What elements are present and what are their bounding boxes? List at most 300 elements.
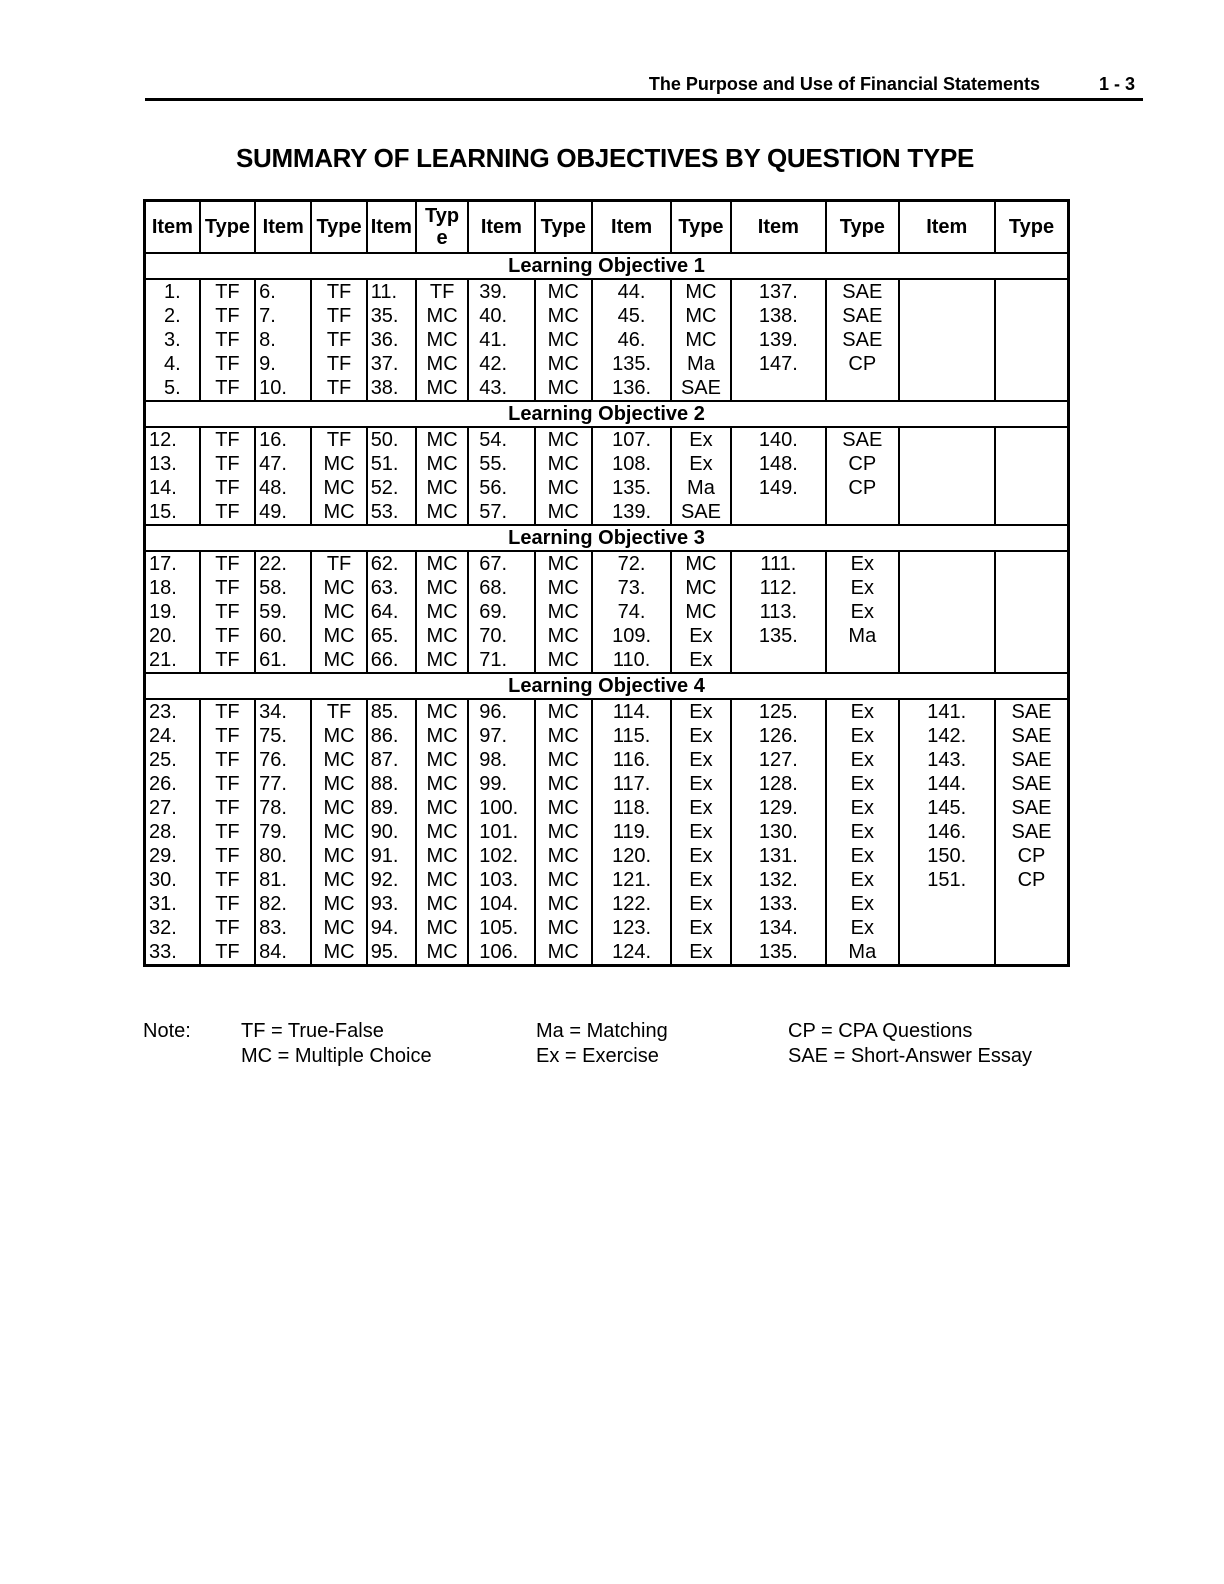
table-cell: 56. — [468, 476, 534, 500]
table-cell: 64. — [367, 600, 416, 624]
note-tf: TF = True-False — [241, 1020, 384, 1042]
table-cell: SAE — [826, 279, 898, 304]
table-cell: 84. — [255, 940, 311, 966]
table-cell — [995, 376, 1068, 401]
column-header: Type — [671, 201, 730, 254]
table-cell: MC — [416, 844, 468, 868]
table-cell: MC — [416, 376, 468, 401]
table-cell: TF — [200, 796, 255, 820]
table-cell: TF — [200, 748, 255, 772]
table-cell: 89. — [367, 796, 416, 820]
table-cell: 60. — [255, 624, 311, 648]
table-cell: 133. — [731, 892, 827, 916]
table-cell: Ex — [826, 796, 898, 820]
table-cell: 51. — [367, 452, 416, 476]
table-cell: 141. — [899, 699, 996, 724]
table-cell: 77. — [255, 772, 311, 796]
table-cell: Ex — [671, 648, 730, 673]
table-cell: TF — [311, 376, 366, 401]
table-cell: 107. — [592, 427, 671, 452]
table-cell: MC — [535, 500, 592, 525]
table-cell: MC — [416, 476, 468, 500]
table-header-row — [145, 201, 1069, 254]
column-header: Item — [367, 201, 416, 254]
table-cell: Ex — [826, 844, 898, 868]
table-cell: 9. — [255, 352, 311, 376]
table-cell — [899, 476, 996, 500]
table-cell: MC — [311, 476, 366, 500]
table-cell: 111. — [731, 551, 827, 576]
table-cell: 5. — [164, 377, 181, 399]
table-row — [145, 600, 1069, 624]
table-cell: 115. — [592, 724, 671, 748]
table-cell: Ma — [826, 624, 898, 648]
table-cell: 19. — [149, 601, 177, 623]
table-row — [145, 376, 1069, 401]
table-row — [145, 427, 1069, 452]
table-row — [145, 476, 1069, 500]
table-cell — [995, 600, 1068, 624]
table-cell: 117. — [592, 772, 671, 796]
table-cell: MC — [416, 500, 468, 525]
table-cell — [995, 476, 1068, 500]
table-cell: 136. — [592, 376, 671, 401]
table-cell: 120. — [592, 844, 671, 868]
table-cell — [995, 892, 1068, 916]
table-cell: Ex — [826, 748, 898, 772]
table-cell — [731, 648, 827, 673]
table-cell: Ex — [671, 452, 730, 476]
table-cell: SAE — [995, 820, 1068, 844]
table-cell: 132. — [731, 868, 827, 892]
table-cell: 93. — [367, 892, 416, 916]
table-row — [145, 796, 1069, 820]
table-cell: MC — [416, 940, 468, 966]
table-cell: MC — [416, 820, 468, 844]
table-cell: MC — [311, 452, 366, 476]
table-cell: MC — [416, 648, 468, 673]
table-cell: MC — [535, 699, 592, 724]
table-cell: Ex — [826, 820, 898, 844]
page-number: 1 - 3 — [1098, 74, 1135, 94]
table-cell: MC — [416, 328, 468, 352]
table-cell: MC — [671, 576, 730, 600]
table-cell: 39. — [468, 279, 534, 304]
summary-table — [143, 199, 1070, 967]
table-cell: 45. — [592, 304, 671, 328]
table-cell: 96. — [468, 699, 534, 724]
table-cell: Ex — [826, 892, 898, 916]
table-cell: 6. — [255, 279, 311, 304]
table-cell — [995, 500, 1068, 525]
table-cell: 31. — [149, 893, 177, 915]
table-cell: 34. — [255, 699, 311, 724]
table-cell: 29. — [149, 845, 177, 867]
table-row — [145, 551, 1069, 576]
table-cell — [899, 940, 996, 966]
table-cell: TF — [200, 279, 255, 304]
table-cell: MC — [416, 600, 468, 624]
table-row — [145, 452, 1069, 476]
table-cell — [899, 600, 996, 624]
table-row — [145, 576, 1069, 600]
table-cell — [899, 624, 996, 648]
table-cell: CP — [826, 352, 898, 376]
table-cell: 147. — [731, 352, 827, 376]
table-cell: TF — [416, 279, 468, 304]
table-cell — [826, 500, 898, 525]
table-cell: 18. — [149, 577, 177, 599]
table-cell: 129. — [731, 796, 827, 820]
table-cell: 142. — [899, 724, 996, 748]
column-header: Type — [826, 201, 898, 254]
table-cell: MC — [416, 772, 468, 796]
table-cell — [899, 376, 996, 401]
table-cell: Ex — [826, 916, 898, 940]
table-row — [145, 820, 1069, 844]
table-cell: MC — [535, 892, 592, 916]
table-cell: 91. — [367, 844, 416, 868]
table-cell: Ex — [826, 551, 898, 576]
table-cell: 105. — [468, 916, 534, 940]
table-cell: MC — [671, 551, 730, 576]
table-cell: TF — [200, 940, 255, 966]
table-cell — [995, 551, 1068, 576]
table-cell: 71. — [468, 648, 534, 673]
table-cell: MC — [311, 724, 366, 748]
objective-row — [145, 253, 1069, 279]
table-cell: 81. — [255, 868, 311, 892]
table-cell: 126. — [731, 724, 827, 748]
table-cell: 123. — [592, 916, 671, 940]
table-cell: 78. — [255, 796, 311, 820]
table-cell: 149. — [731, 476, 827, 500]
note-cp: CP = CPA Questions — [788, 1020, 973, 1042]
table-cell: Ex — [826, 772, 898, 796]
note-ex: Ex = Exercise — [536, 1045, 659, 1067]
table-row — [145, 940, 1069, 966]
table-cell: 25. — [149, 749, 177, 771]
table-cell: 21. — [149, 649, 177, 671]
table-cell: SAE — [671, 376, 730, 401]
table-cell — [899, 304, 996, 328]
table-cell: Ex — [826, 699, 898, 724]
table-cell: 27. — [149, 797, 177, 819]
table-cell: 52. — [367, 476, 416, 500]
table-cell — [899, 551, 996, 576]
page-header — [145, 70, 1143, 101]
objective-label: Learning Objective 3 — [145, 525, 1069, 551]
table-cell: MC — [535, 820, 592, 844]
table-cell: 7. — [255, 304, 311, 328]
table-cell: CP — [826, 476, 898, 500]
table-cell: 113. — [731, 600, 827, 624]
table-cell: MC — [535, 600, 592, 624]
table-cell: 135. — [592, 352, 671, 376]
table-cell: Ex — [671, 844, 730, 868]
table-cell: TF — [311, 699, 366, 724]
table-cell: 4. — [164, 353, 181, 375]
objective-row — [145, 525, 1069, 551]
note-sae: SAE = Short-Answer Essay — [788, 1045, 1032, 1067]
table-cell — [731, 376, 827, 401]
table-cell: 11. — [367, 279, 416, 304]
table-cell: TF — [200, 304, 255, 328]
table-row — [145, 724, 1069, 748]
table-cell: MC — [671, 279, 730, 304]
table-cell: 20. — [149, 625, 177, 647]
table-cell: SAE — [995, 796, 1068, 820]
table-cell: MC — [671, 600, 730, 624]
table-cell — [899, 916, 996, 940]
table-cell: SAE — [826, 427, 898, 452]
table-cell: TF — [311, 304, 366, 328]
page-title: SUMMARY OF LEARNING OBJECTIVES BY QUESTION TYPE — [235, 143, 975, 173]
table-cell: 74. — [592, 600, 671, 624]
table-cell: 32. — [149, 917, 177, 939]
table-cell: Ex — [671, 699, 730, 724]
table-cell: MC — [535, 427, 592, 452]
table-cell: 131. — [731, 844, 827, 868]
table-cell: 28. — [149, 821, 177, 843]
table-cell: 82. — [255, 892, 311, 916]
table-cell: 119. — [592, 820, 671, 844]
table-cell: TF — [200, 476, 255, 500]
table-cell: MC — [535, 352, 592, 376]
table-cell: MC — [535, 452, 592, 476]
table-cell: MC — [416, 796, 468, 820]
table-cell: 106. — [468, 940, 534, 966]
table-cell: 138. — [731, 304, 827, 328]
table-cell: 99. — [468, 772, 534, 796]
table-cell: 40. — [468, 304, 534, 328]
table-cell: MC — [535, 551, 592, 576]
table-cell: 58. — [255, 576, 311, 600]
note-ma: Ma = Matching — [536, 1020, 668, 1042]
table-cell: 42. — [468, 352, 534, 376]
table-cell: TF — [200, 916, 255, 940]
table-cell: TF — [200, 551, 255, 576]
table-cell — [899, 648, 996, 673]
table-cell: 49. — [255, 500, 311, 525]
table-cell: 72. — [592, 551, 671, 576]
table-cell: 53. — [367, 500, 416, 525]
table-cell: 50. — [367, 427, 416, 452]
table-cell: 108. — [592, 452, 671, 476]
table-cell — [995, 352, 1068, 376]
table-cell: MC — [416, 624, 468, 648]
table-cell: MC — [535, 648, 592, 673]
table-cell: Ex — [826, 576, 898, 600]
table-cell: MC — [416, 748, 468, 772]
table-cell — [826, 648, 898, 673]
table-cell: MC — [535, 376, 592, 401]
table-cell: MC — [311, 820, 366, 844]
table-row — [145, 892, 1069, 916]
column-header: Item — [731, 201, 827, 254]
table-cell: 80. — [255, 844, 311, 868]
table-cell: MC — [311, 772, 366, 796]
table-cell: TF — [200, 427, 255, 452]
table-cell: 118. — [592, 796, 671, 820]
table-cell: 112. — [731, 576, 827, 600]
table-cell: 76. — [255, 748, 311, 772]
table-cell — [995, 940, 1068, 966]
table-cell: MC — [535, 796, 592, 820]
table-row — [145, 648, 1069, 673]
table-cell: 150. — [899, 844, 996, 868]
objective-label: Learning Objective 1 — [145, 253, 1069, 279]
table-cell: MC — [535, 576, 592, 600]
table-cell: Ex — [671, 868, 730, 892]
header-title: The Purpose and Use of Financial Statements — [648, 74, 1040, 94]
table-cell: Ex — [671, 748, 730, 772]
table-row — [145, 304, 1069, 328]
table-cell: 109. — [592, 624, 671, 648]
table-cell: 146. — [899, 820, 996, 844]
table-row — [145, 868, 1069, 892]
objective-row — [145, 673, 1069, 699]
table-cell: 148. — [731, 452, 827, 476]
table-cell: 88. — [367, 772, 416, 796]
column-header: Item — [592, 201, 671, 254]
column-header: Type — [311, 201, 366, 254]
table-cell: TF — [200, 892, 255, 916]
table-cell: Ex — [671, 772, 730, 796]
table-cell: 135. — [592, 476, 671, 500]
table-cell: TF — [200, 576, 255, 600]
table-cell: 79. — [255, 820, 311, 844]
table-cell: 47. — [255, 452, 311, 476]
table-cell: SAE — [826, 304, 898, 328]
table-cell: 101. — [468, 820, 534, 844]
table-cell — [826, 376, 898, 401]
table-cell: MC — [311, 748, 366, 772]
table-cell: 2. — [164, 305, 181, 327]
table-cell: MC — [535, 328, 592, 352]
table-cell: SAE — [995, 772, 1068, 796]
table-cell: 116. — [592, 748, 671, 772]
column-header: Typ e — [416, 201, 468, 254]
table-cell: 36. — [367, 328, 416, 352]
table-cell: 110. — [592, 648, 671, 673]
notes-col-3 — [788, 1019, 1032, 1069]
table-cell — [731, 500, 827, 525]
table-cell: 61. — [255, 648, 311, 673]
table-row — [145, 328, 1069, 352]
table-cell: SAE — [995, 748, 1068, 772]
table-cell: 57. — [468, 500, 534, 525]
objective-label: Learning Objective 2 — [145, 401, 1069, 427]
note-mc: MC = Multiple Choice — [241, 1045, 432, 1067]
table-cell: 139. — [592, 500, 671, 525]
table-cell: TF — [200, 376, 255, 401]
table-cell: SAE — [995, 699, 1068, 724]
table-cell: MC — [416, 892, 468, 916]
table-cell: 17. — [149, 553, 177, 575]
table-row — [145, 279, 1069, 304]
table-row — [145, 916, 1069, 940]
table-cell: 63. — [367, 576, 416, 600]
table-cell: Ex — [671, 624, 730, 648]
table-cell: 10. — [255, 376, 311, 401]
table-cell: Ex — [671, 427, 730, 452]
table-cell: MC — [535, 844, 592, 868]
table-cell: MC — [311, 500, 366, 525]
table-cell: 128. — [731, 772, 827, 796]
table-cell: MC — [535, 624, 592, 648]
table-cell — [899, 279, 996, 304]
table-cell: 16. — [255, 427, 311, 452]
table-cell: Ex — [671, 724, 730, 748]
table-cell: 85. — [367, 699, 416, 724]
table-cell: 90. — [367, 820, 416, 844]
table-cell: 46. — [592, 328, 671, 352]
table-cell: 15. — [149, 501, 177, 523]
table-cell: TF — [200, 352, 255, 376]
table-cell: 83. — [255, 916, 311, 940]
table-cell: 92. — [367, 868, 416, 892]
table-cell — [899, 892, 996, 916]
table-cell: 102. — [468, 844, 534, 868]
column-header: Type — [535, 201, 592, 254]
table-cell: 114. — [592, 699, 671, 724]
table-cell: MC — [311, 940, 366, 966]
table-cell: 145. — [899, 796, 996, 820]
table-cell: 14. — [149, 477, 177, 499]
table-cell: MC — [535, 868, 592, 892]
table-cell: MC — [311, 916, 366, 940]
table-cell: TF — [200, 648, 255, 673]
table-cell: TF — [200, 500, 255, 525]
table-cell: 37. — [367, 352, 416, 376]
table-cell: Ex — [826, 868, 898, 892]
column-header: Type — [200, 201, 255, 254]
table-cell: MC — [311, 576, 366, 600]
table-cell: TF — [200, 868, 255, 892]
column-header: Type — [995, 201, 1068, 254]
table-cell: 87. — [367, 748, 416, 772]
table-cell: MC — [416, 427, 468, 452]
table-cell: TF — [200, 452, 255, 476]
table-cell: TF — [311, 427, 366, 452]
table-cell: TF — [200, 600, 255, 624]
table-cell: 8. — [255, 328, 311, 352]
column-header: Item — [255, 201, 311, 254]
table-cell: 104. — [468, 892, 534, 916]
table-cell: MC — [416, 352, 468, 376]
objective-label: Learning Objective 4 — [145, 673, 1069, 699]
table-cell: MC — [416, 699, 468, 724]
table-cell: 135. — [731, 940, 827, 966]
table-cell: 22. — [255, 551, 311, 576]
table-cell: MC — [311, 868, 366, 892]
table-cell: MC — [671, 304, 730, 328]
table-cell: 41. — [468, 328, 534, 352]
table-cell: 97. — [468, 724, 534, 748]
notes-label: Note: — [143, 1020, 191, 1042]
table-cell — [899, 500, 996, 525]
table-cell: 23. — [149, 701, 177, 723]
table-cell: 143. — [899, 748, 996, 772]
table-cell: TF — [311, 279, 366, 304]
table-cell — [995, 328, 1068, 352]
column-header: Item — [145, 201, 200, 254]
table-cell: SAE — [671, 500, 730, 525]
table-cell: TF — [311, 352, 366, 376]
table-cell: 24. — [149, 725, 177, 747]
table-cell: 33. — [149, 941, 177, 963]
